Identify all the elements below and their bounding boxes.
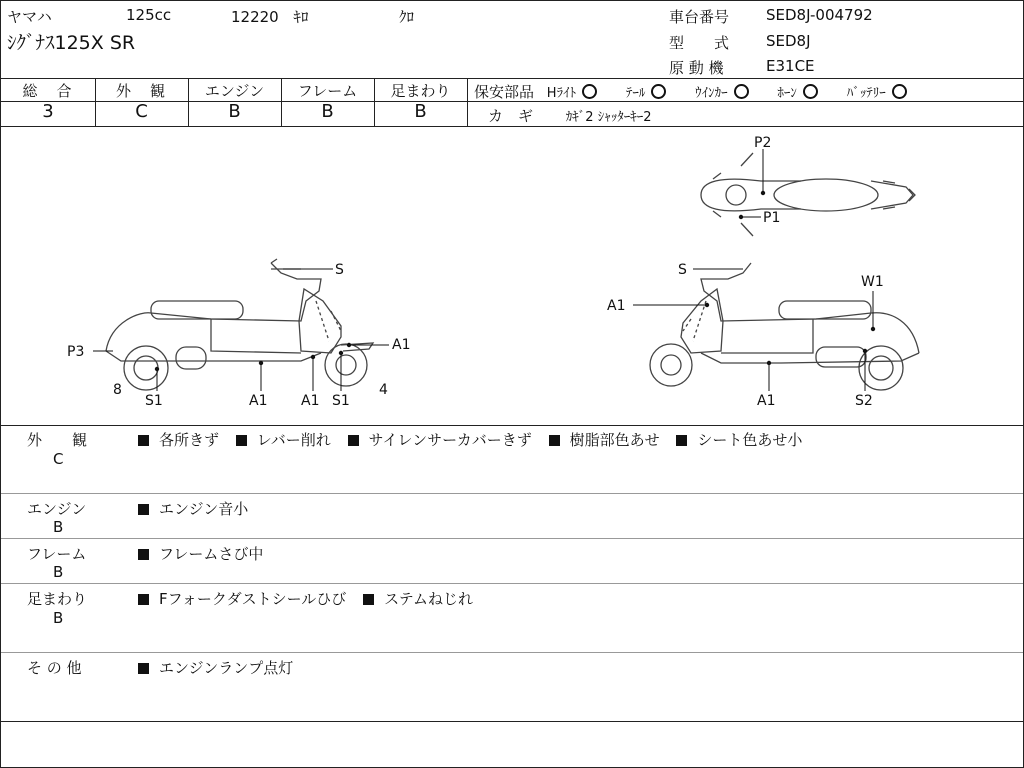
key-info (488, 105, 651, 126)
engine-value: E31CE (766, 57, 815, 75)
section-grade-frame: B (53, 563, 64, 581)
key-label: カ ギ (488, 107, 534, 125)
scooter-left-view (106, 259, 373, 390)
bullet-icon (138, 663, 149, 674)
diagram-label: A1 (757, 393, 776, 409)
damage-diagram (1, 127, 1023, 425)
section-label-other: そ の 他 (27, 659, 82, 677)
model-name: ｼｸﾞﾅｽ125X SR (7, 32, 136, 54)
grade-label-engine: エンジン (204, 82, 265, 100)
bullet-icon (138, 504, 149, 515)
grade-label-overall: 総 合 (22, 82, 74, 100)
section-grade-exterior: C (53, 450, 64, 468)
scooter-top-view (701, 153, 915, 236)
diagram-label: S1 (145, 393, 163, 409)
diagram-label: P1 (763, 210, 781, 226)
bullet-icon (138, 549, 149, 560)
check-mark-icon (582, 84, 597, 99)
color: ｸﾛ (399, 8, 415, 26)
divider (1, 78, 1023, 79)
section-label-frame: フレーム (27, 545, 87, 563)
check-mark-icon (803, 84, 818, 99)
section-items-suspension: Fフォークダストシールひび ステムねじれ (138, 588, 485, 609)
bullet-icon (348, 435, 359, 446)
bullet-icon (138, 594, 149, 605)
divider (1, 583, 1023, 584)
section-items-exterior: 各所きず レバー削れ サイレンサーカバーきず 樹脂部色あせ シート色あせ小 (138, 429, 814, 450)
check-mark-icon (651, 84, 666, 99)
diagram-label: 8 (113, 382, 122, 398)
divider (1, 538, 1023, 539)
diagram-label: S (678, 262, 687, 278)
section-grade-suspension: B (53, 609, 64, 627)
diagram-label: S2 (855, 393, 873, 409)
diagram-label: P3 (67, 344, 85, 360)
type-value: SED8J (766, 32, 811, 50)
divider (467, 78, 468, 126)
frame-no-label: 車台番号 (669, 8, 730, 26)
diagram-label: S (335, 262, 344, 278)
grade-overall: 3 (42, 101, 54, 122)
grade-label-suspension: 足まわり (390, 82, 451, 100)
section-items-frame: フレームさび中 (138, 543, 275, 564)
safety-item: Hﾗｲﾄ (547, 83, 597, 101)
grade-label-frame: フレーム (297, 82, 358, 100)
engine-label: 原 動 機 (669, 59, 724, 77)
safety-item: ﾎｰﾝ (777, 83, 818, 101)
divider (1, 721, 1023, 722)
maker: ヤマハ (7, 8, 52, 26)
divider (1, 493, 1023, 494)
safety-parts (474, 81, 907, 102)
type-label: 型 式 (669, 34, 730, 52)
mileage-value: 12220 (231, 8, 279, 26)
grade-label-exterior: 外 観 (115, 82, 167, 100)
bullet-icon (363, 594, 374, 605)
frame-no: SED8J-004792 (766, 6, 873, 24)
diagram-label: A1 (607, 298, 626, 314)
diagram-label: A1 (301, 393, 320, 409)
mileage (231, 6, 309, 27)
section-items-other: エンジンランプ点灯 (138, 657, 305, 678)
grade-exterior: C (135, 101, 148, 122)
grade-frame: B (321, 101, 334, 122)
diagram-label: P2 (754, 135, 772, 151)
grade-suspension: B (414, 101, 427, 122)
check-mark-icon (734, 84, 749, 99)
section-label-suspension: 足まわり (27, 590, 88, 608)
divider (1, 425, 1023, 426)
divider (1, 652, 1023, 653)
diagram-label: A1 (392, 337, 411, 353)
section-label-engine: エンジン (27, 500, 87, 518)
safety-item: ﾊﾞｯﾃﾘｰ (847, 83, 907, 101)
displacement: 125cc (126, 6, 172, 24)
safety-item: ﾃｰﾙ (626, 83, 667, 101)
section-items-engine: エンジン音小 (138, 498, 260, 519)
safety-item: ｳｲﾝｶｰ (695, 83, 749, 101)
section-grade-engine: B (53, 518, 64, 536)
diagram-label: 4 (379, 382, 388, 398)
safety-label: 保安部品 (474, 83, 535, 101)
bullet-icon (138, 435, 149, 446)
check-mark-icon (892, 84, 907, 99)
grade-engine: B (228, 101, 241, 122)
mileage-unit: ｷﾛ (293, 8, 309, 26)
bullet-icon (676, 435, 687, 446)
diagram-label: S1 (332, 393, 350, 409)
section-label-exterior: 外 観 (27, 431, 88, 449)
key-value: ｶｷﾞ2 ｼｬｯﾀｰｷｰ2 (565, 110, 652, 125)
bullet-icon (549, 435, 560, 446)
diagram-label: A1 (249, 393, 268, 409)
bullet-icon (236, 435, 247, 446)
diagram-label: W1 (861, 274, 884, 290)
